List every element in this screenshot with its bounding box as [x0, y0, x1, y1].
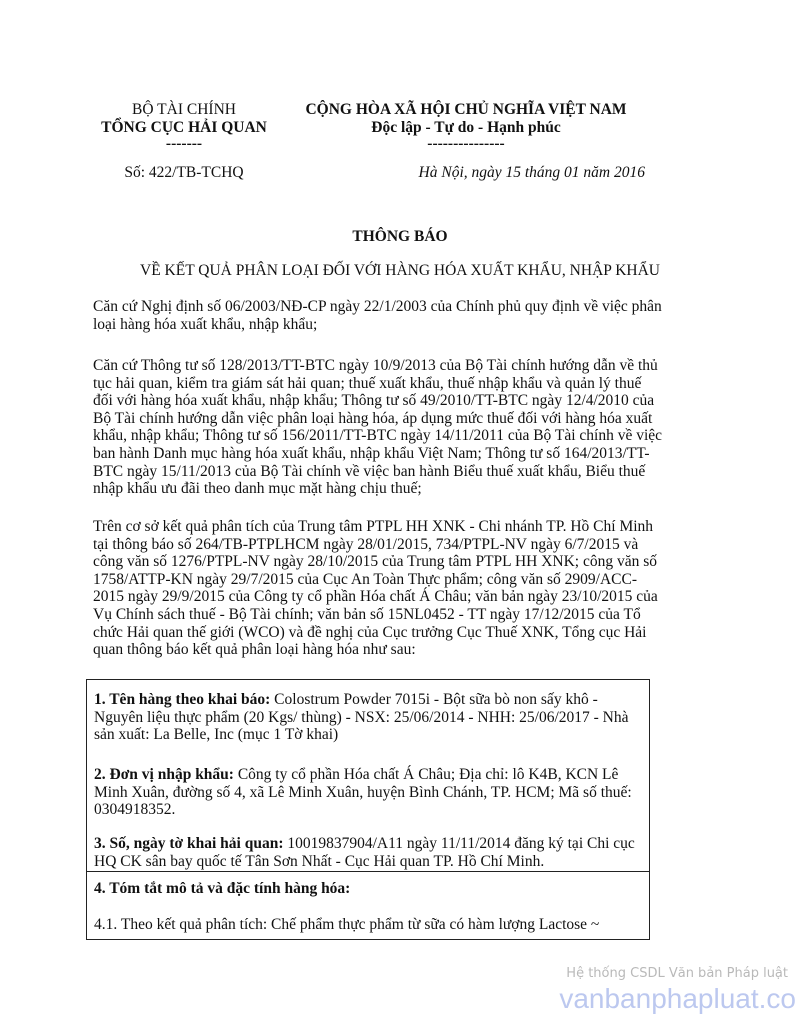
- customs-declaration: [94, 835, 639, 870]
- table-divider: [87, 871, 649, 872]
- document-subtitle: VỀ KẾT QUẢ PHÂN LOẠI ĐỐI VỚI HÀNG HÓA XUẤT KHẨU, NHẬP KHẨU: [140, 262, 660, 279]
- importer-label: 2. Đơn vị nhập khẩu:: [94, 766, 234, 783]
- motto-separator: ---------------: [427, 135, 505, 152]
- place-date: Hà Nội, ngày 15 tháng 01 năm 2016: [418, 164, 645, 181]
- department-name: TỔNG CỤC HẢI QUAN: [101, 119, 267, 136]
- declared-goods-name: [94, 691, 639, 744]
- ministry-name: BỘ TÀI CHÍNH: [132, 101, 236, 118]
- document-title: THÔNG BÁO: [352, 228, 448, 245]
- importer-value: Công ty cổ phần Hóa chất Á Châu; Địa chỉ: lô K4B, KCN Lê Minh Xuân, đường số 4, xã Lê Minh Xuân, huyện Bình Chánh, TP. HCM; Mã số thuế: 0304918352.: [94, 766, 632, 819]
- watermark-site: vanbanphapluat.co: [559, 983, 796, 1014]
- watermark-caption: Hệ thống CSDL Văn bản Pháp luật: [566, 966, 788, 981]
- national-heading: [290, 101, 642, 151]
- republic-name: CỘNG HÒA XÃ HỘI CHỦ NGHĨA VIỆT NAM: [305, 101, 627, 118]
- customs-declaration-value: 10019837904/A11 ngày 11/11/2014 đăng ký tại Chi cục HQ CK sân bay quốc tế Tân Sơn Nhất - Cục Hải quan TP. Hồ Chí Minh.: [94, 835, 635, 870]
- national-motto: Độc lập - Tự do - Hạnh phúc: [371, 119, 561, 136]
- issuer-separator: -------: [165, 135, 203, 152]
- customs-declaration-label: 3. Số, ngày tờ khai hải quan:: [94, 835, 284, 852]
- classification-table: [86, 679, 650, 940]
- declared-goods-label: 1. Tên hàng theo khai báo:: [94, 691, 271, 708]
- goods-description-heading: 4. Tóm tắt mô tả và đặc tính hàng hóa:: [94, 880, 351, 897]
- analysis-result: 4.1. Theo kết quả phân tích: Chế phẩm thực phẩm từ sữa có hàm lượng Lactose ~: [94, 916, 600, 933]
- declared-goods-value: Colostrum Powder 7015i - Bột sữa bò non sấy khô - Nguyên liệu thực phẩm (20 Kgs/ thùng) - NSX: 25/06/2014 - NHH: 25/06/2017 - Nhà sản xuất: La Belle, Inc (mục 1 Tờ khai): [94, 691, 629, 744]
- document-number: Số: 422/TB-TCHQ: [124, 164, 244, 181]
- issuer-block: [96, 101, 272, 151]
- analysis-basis-paragraph: Trên cơ sở kết quả phân tích của Trung tâm PTPL HH XNK - Chi nhánh TP. Hồ Chí Minh tại thông báo số 264/TB-PTPLHCM ngày 28/01/2015, 734/PTPL-NV ngày 6/7/2015 và công văn số 1276/PTPL-NV ngày 28/10/2015 của Trung tâm PTPL HH XNK; công văn số 1758/ATTP-KN ngày 29/7/2015 của Cục An Toàn Thực phẩm; công văn số 2909/ACC-2015 ngày 29/9/2015 của Công ty cổ phần Hóa chất Á Châu; văn bản ngày 23/10/2015 của Vụ Chính sách thuế - Bộ Tài chính; văn bản số 15NL0452 - TT ngày 17/12/2015 của Tổ chức Hải quan thế giới (WCO) và đề nghị của Cục trưởng Cục Thuế XNK, Tổng cục Hải quan thông báo kết quả phân loại hàng hóa như sau:: [93, 518, 658, 659]
- importer: [94, 766, 639, 819]
- legal-basis-paragraph: Căn cứ Nghị định số 06/2003/NĐ-CP ngày 22/1/2003 của Chính phủ quy định về việc phân loại hàng hóa xuất khẩu, nhập khẩu;: [93, 298, 662, 333]
- legal-basis-paragraph: Căn cứ Thông tư số 128/2013/TT-BTC ngày 10/9/2013 của Bộ Tài chính hướng dẫn về thủ tục hải quan, kiểm tra giám sát hải quan; thuế xuất khẩu, thuế nhập khẩu và quản lý thuế đối với hàng hóa xuất khẩu, nhập khẩu; Thông tư số 49/2010/TT-BTC ngày 12/4/2010 của Bộ Tài chính hướng dẫn việc phân loại hàng hóa, áp dụng mức thuế đối với hàng hóa xuất khẩu, nhập khẩu; Thông tư số 156/2011/TT-BTC ngày 14/11/2011 của Bộ Tài chính về việc ban hành Danh mục hàng hóa xuất khẩu, nhập khẩu Việt Nam; Thông tư số 164/2013/TT-BTC ngày 15/11/2013 của Bộ Tài chính về việc ban hành Biểu thuế xuất khẩu, Biểu thuế nhập khẩu ưu đãi theo danh mục mặt hàng chịu thuế;: [93, 357, 663, 498]
